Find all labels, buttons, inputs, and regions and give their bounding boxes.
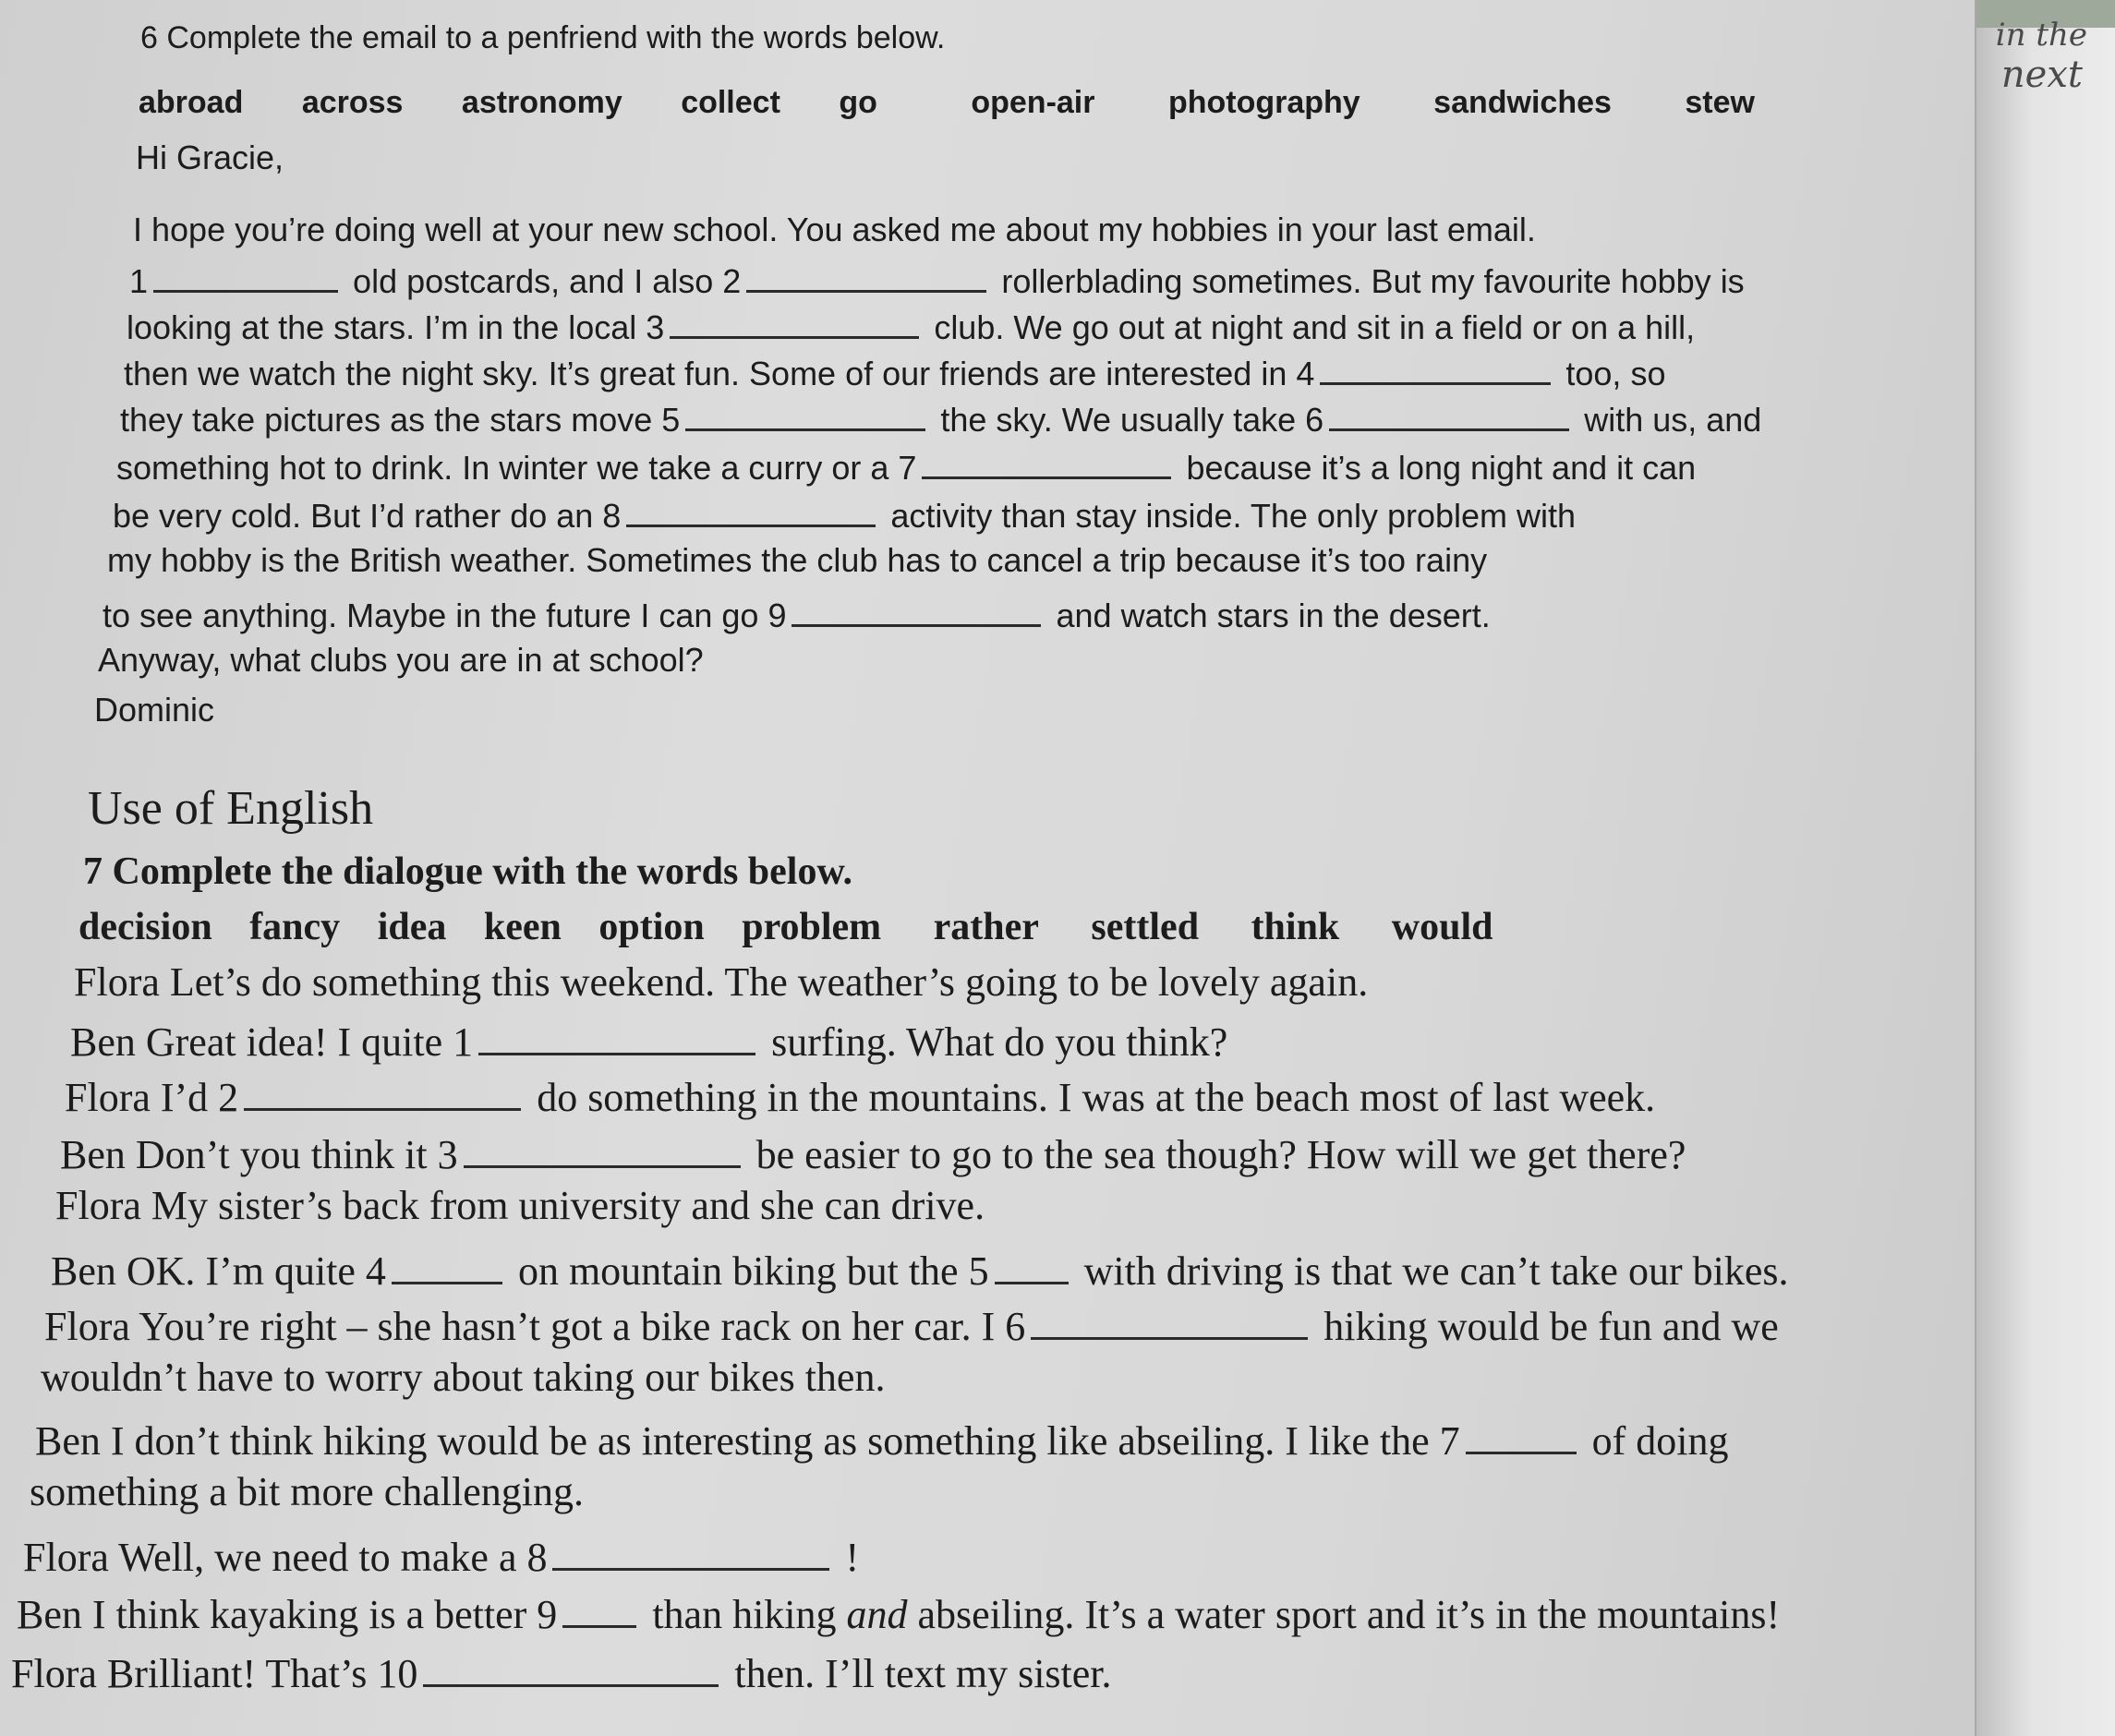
email-line-1: I hope you’re doing well at your new school. You asked me about my hobbies in your last email.: [133, 211, 1536, 248]
word-across: across: [301, 85, 404, 120]
blank-7[interactable]: [922, 443, 1171, 479]
word-keen: keen: [483, 906, 562, 948]
blank-2[interactable]: [746, 257, 986, 293]
blank-6[interactable]: [1329, 395, 1569, 431]
exercise-7-title: 7 Complete the dialogue with the words below.: [83, 850, 852, 893]
email-line-2: 1 old postcards, and I also 2 rollerblading sometimes. But my favourite hobby is: [129, 257, 1745, 301]
word-stew: stew: [1685, 85, 1755, 120]
dialogue-line-5: Flora My sister’s back from university and she can drive.: [55, 1183, 985, 1228]
dialogue-line-7: Flora You’re right – she hasn’t got a bike rack on her car. I 6 hiking would be fun and we: [44, 1296, 1779, 1350]
word-rather: rather: [933, 906, 1039, 948]
exercise-7: [0, 831, 2115, 1718]
dialogue-line-11: Flora Well, we need to make a 8 !: [23, 1527, 859, 1581]
email-line-5: they take pictures as the stars move 5 the sky. We usually take 6 with us, and: [120, 395, 1761, 440]
word-open-air: open-air: [971, 85, 1095, 120]
blank-d4[interactable]: [392, 1241, 502, 1284]
dialogue-line-3: Flora I’d 2 do something in the mountains. I was at the beach most of last week.: [65, 1067, 1655, 1121]
word-collect: collect: [681, 85, 780, 120]
blank-d10[interactable]: [423, 1644, 719, 1687]
word-option: option: [598, 906, 705, 948]
word-photography: photography: [1167, 85, 1360, 120]
margin-note-2: next: [2000, 54, 2083, 96]
email-line-8: my hobby is the British weather. Sometimes the club has to cancel a trip because it’s too rainy: [107, 541, 1488, 579]
blank-d2[interactable]: [244, 1067, 521, 1111]
word-problem: problem: [742, 906, 882, 948]
word-think: think: [1251, 906, 1340, 948]
dialogue-line-8: wouldn’t have to worry about taking our bikes then.: [41, 1355, 886, 1400]
dialogue-line-4: Ben Don’t you think it 3 be easier to go to the sea though? How will we get there?: [60, 1125, 1686, 1178]
word-would: would: [1391, 906, 1493, 948]
blank-d6[interactable]: [1031, 1296, 1308, 1340]
dialogue-line-1: Flora Let’s do something this weekend. The weather’s going to be lovely again.: [74, 959, 1369, 1005]
email-line-6: something hot to drink. In winter we take a curry or a 7 because it’s a long night and it can: [116, 443, 1696, 488]
email-greeting: Hi Gracie,: [136, 139, 284, 176]
margin-note-1: in the: [1995, 17, 2087, 54]
exercise-6: [0, 0, 1976, 757]
blank-1[interactable]: [153, 257, 338, 293]
exercise-6-wordbank: [139, 85, 1805, 121]
section-heading: Use of English: [88, 782, 374, 835]
dialogue-line-13: Flora Brilliant! That’s 10 then. I’ll text my sister.: [11, 1644, 1112, 1697]
blank-d8[interactable]: [552, 1527, 829, 1571]
dialogue-line-6: Ben OK. I’m quite 4 on mountain biking but the 5 with driving is that we can’t take our bikes.: [51, 1241, 1789, 1295]
blank-d1[interactable]: [478, 1012, 755, 1055]
exercise-6-title: 6 Complete the email to a penfriend with the words below.: [140, 20, 946, 55]
blank-5[interactable]: [685, 395, 925, 431]
email-line-10: Anyway, what clubs you are in at school?: [98, 641, 704, 679]
exercise-7-wordbank: [79, 905, 1521, 949]
word-settled: settled: [1091, 906, 1200, 948]
blank-d9[interactable]: [562, 1585, 636, 1628]
blank-9[interactable]: [792, 591, 1041, 627]
blank-3[interactable]: [670, 303, 919, 339]
email-line-7: be very cold. But I’d rather do an 8 activity than stay inside. The only problem with: [113, 491, 1576, 536]
word-idea: idea: [377, 906, 447, 948]
dialogue-line-10: something a bit more challenging.: [30, 1469, 584, 1514]
word-sandwiches: sandwiches: [1433, 85, 1612, 120]
dialogue-line-12: Ben I think kayaking is a better 9 than hiking and abseiling. It’s a water sport and it’s in the mountains!: [17, 1585, 1780, 1638]
email-line-9: to see anything. Maybe in the future I can go 9 and watch stars in the desert.: [103, 591, 1491, 635]
email-line-4: then we watch the night sky. It’s great fun. Some of our friends are interested in 4 too, so: [124, 349, 1665, 393]
word-go: go: [839, 85, 877, 120]
dialogue-line-2: Ben Great idea! I quite 1 surfing. What do you think?: [70, 1012, 1227, 1066]
word-fancy: fancy: [249, 906, 341, 948]
email-signature: Dominic: [94, 691, 215, 729]
blank-d7[interactable]: [1466, 1411, 1577, 1454]
dialogue-line-9: Ben I don’t think hiking would be as interesting as something like abseiling. I like the 7 of doing: [35, 1411, 1729, 1465]
email-line-3: looking at the stars. I’m in the local 3 club. We go out at night and sit in a field or on a hill,: [127, 303, 1695, 347]
word-abroad: abroad: [139, 85, 244, 120]
blank-8[interactable]: [626, 491, 876, 527]
word-astronomy: astronomy: [461, 85, 622, 120]
word-decision: decision: [79, 906, 212, 948]
blank-4[interactable]: [1320, 349, 1551, 385]
blank-d3[interactable]: [464, 1125, 741, 1168]
blank-d5[interactable]: [995, 1241, 1069, 1284]
